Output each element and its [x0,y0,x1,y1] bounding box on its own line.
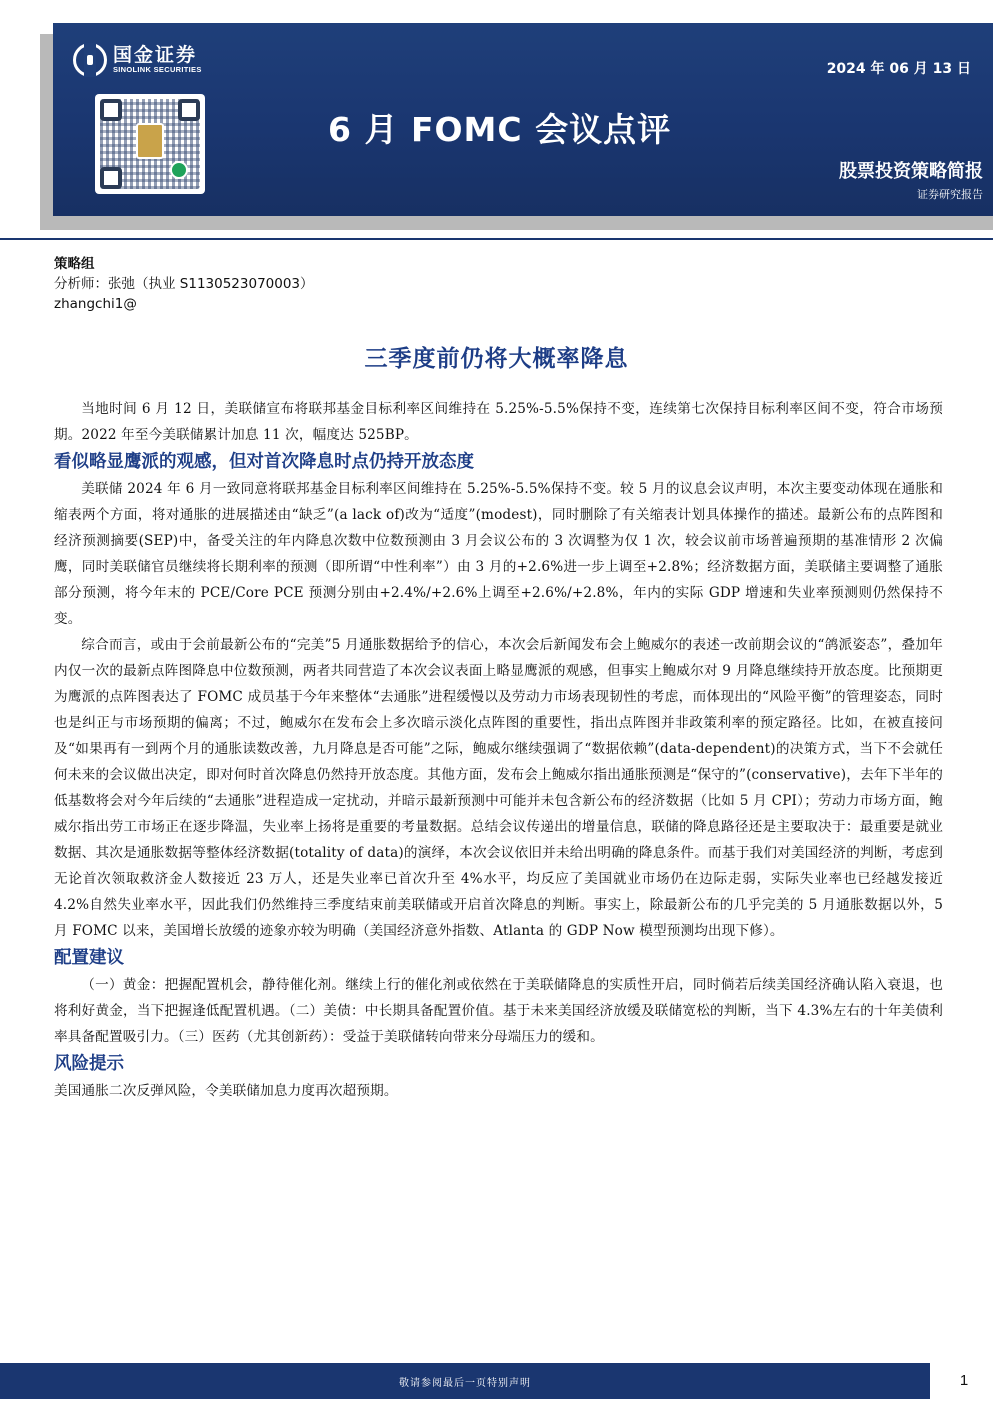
company-logo [73,43,202,77]
page-number: 1 [959,1372,969,1389]
body-paragraph: 美国通胀二次反弹风险，令美联储加息力度再次超预期。 [54,1083,398,1099]
intro-paragraph: 当地时间 6 月 12 日，美联储宣布将联邦基金目标利率区间维持在 5.25%-5.5%保持不变，连续第七次保持目标利率区间不变，符合市场预期。2022 年至今美联储累计加息 11 次，幅度达 525BP。 [54,401,943,443]
qr-finder-icon [178,99,200,121]
sinolink-logo-icon [73,43,107,77]
header-divider [0,238,993,240]
footer-bar [0,1363,930,1399]
report-date: 2024 年 06 月 13 日 [826,61,971,77]
section-heading: 配置建议 [54,948,124,968]
report-type: 股票投资策略简报 [839,161,983,182]
qr-finder-icon [100,167,122,189]
section-heading: 风险提示 [54,1054,124,1074]
qr-code [95,94,205,194]
body-paragraph: （一）黄金：把握配置机会，静待催化剂。继续上行的催化剂或依然在于美联储降息的实质性开启，同时倘若后续美国经济确认陷入衰退，也将利好黄金，当下把握逢低配置机遇。（二）美债：中长期具备配置价值。基于未来美国经济放缓及联储宽松的判断，当下 4.3%左右的十年美债利率具备配置吸引力。（三）医药（尤其创新药）：受益于美联储转向带来分母端压力的缓和。 [54,977,943,1045]
qr-center-logo-icon [136,123,164,159]
logo-text [113,45,202,75]
analyst-info [54,254,314,314]
logo-chinese-name: 国金证券 [113,44,198,66]
qr-pattern [100,99,200,189]
report-subtype: 证券研究报告 [917,188,983,201]
analyst-name: 分析师：张弛（执业 S1130523070003） [54,276,314,292]
report-title: 6 月 FOMC 会议点评 [328,110,672,149]
main-title: 三季度前仍将大概率降息 [364,346,629,372]
analyst-email[interactable]: zhangchi1@ [54,296,137,312]
footer-disclaimer: 敬请参阅最后一页特别声明 [399,1377,531,1389]
section-heading: 看似略显鹰派的观感，但对首次降息时点仍持开放态度 [54,452,474,472]
qr-finder-icon [100,99,122,121]
body-paragraph: 美联储 2024 年 6 月一致同意将联邦基金目标利率区间维持在 5.25%-5.5%保持不变。较 5 月的议息会议声明，本次主要变动体现在通胀和缩表两个方面，将对通胀的进展描述由“缺乏”(a lack of)改为“适度”(modest)，同时删除了有关缩表计划具体操作的描述。最新公布的点阵图和经济预测摘要(SEP)中，备受关注的年内降息次数中位数预测由 3 月会议公布的 3 次调整为仅 1 次，较会议前市场普遍预期的基准情形 2 次偏鹰，同时美联储官员继续将长期利率的预测（即所谓“中性利率”）由 3 月的+2.6%进一步上调至+2.8%；经济数据方面，美联储主要调整了通胀部分预测，将今年末的 PCE/Core PCE 预测分别由+2.4%/+2.6%上调至+2.6%/+2.8%，年内的实际 GDP 增速和失业率预测则仍然保持不变。 [54,481,943,627]
report-body [54,396,943,1104]
wechat-badge-icon [170,161,188,179]
logo-english-name: SINOLINK SECURITIES [113,65,202,74]
analyst-team: 策略组 [54,256,95,272]
body-paragraph: 综合而言，或由于会前最新公布的“完美”5 月通胀数据给予的信心，本次会后新闻发布会上鲍威尔的表述一改前期会议的“鸽派姿态”，叠加年内仅一次的最新点阵图降息中位数预测，两者共同营造了本次会议表面上略显鹰派的观感，但事实上鲍威尔对 9 月降息继续持开放态度。比预期更为鹰派的点阵图表达了 FOMC 成员基于今年来整体“去通胀”进程缓慢以及劳动力市场表现韧性的考虑，而体现出的“风险平衡”的管理姿态，同时也是纠正与市场预期的偏离；不过，鲍威尔在发布会上多次暗示淡化点阵图的重要性，指出点阵图并非政策利率的预定路径。比如，在被直接问及“如果再有一到两个月的通胀读数改善，九月降息是否可能”之际，鲍威尔继续强调了“数据依赖”(data-dependent)的决策方式，当下不会就任何未来的会议做出决定，即对何时首次降息仍然持开放态度。其他方面，发布会上鲍威尔指出通胀预测是“保守的”(conservative)，去年下半年的低基数将会对今年后续的“去通胀”进程造成一定扰动，并暗示最新预测中可能并未包含新公布的经济数据（比如 5 月 CPI）；劳动力市场方面，鲍威尔指出劳工市场正在逐步降温，失业率上扬将是重要的考量数据。总结会议传递出的增量信息，联储的降息路径还是主要取决于：最重要是就业数据、其次是通胀数据等整体经济数据(totality of data)的演绎，本次会议依旧并未给出明确的降息条件。而基于我们对美国经济的判断，考虑到无论首次领取救济金人数接近 23 万人，还是失业率已首次升至 4%水平，均反应了美国就业市场仍在边际走弱，实际失业率也已经越发接近 4.2%自然失业率水平，因此我们仍然维持三季度结束前美联储或开启首次降息的判断。事实上，除最新公布的几乎完美的 5 月通胀数据以外，5 月 FOMC 以来，美国增长放缓的迹象亦较为明确（美国经济意外指数、Atlanta 的 GDP Now 模型预测均出现下修）。 [54,637,943,939]
